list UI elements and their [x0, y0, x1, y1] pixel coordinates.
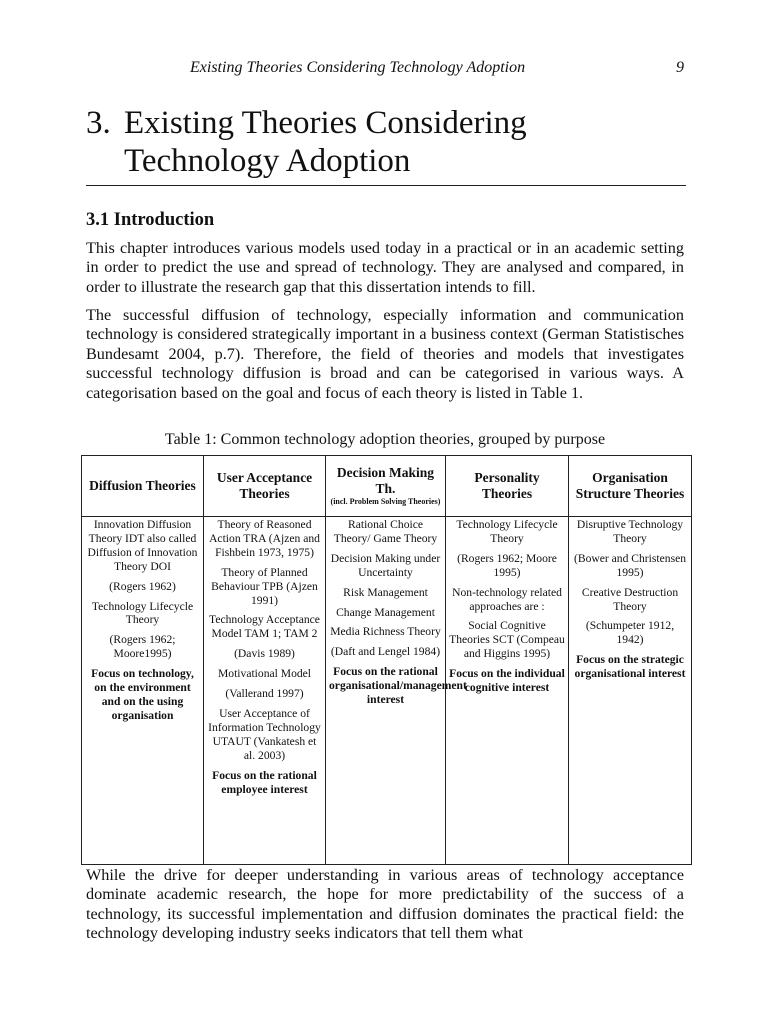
table-entry: Theory of Planned Behaviour TPB (Ajzen 1991)	[211, 565, 318, 607]
chapter-heading	[86, 104, 684, 180]
page-number: 9	[676, 59, 684, 76]
cell-user-acceptance	[204, 517, 326, 865]
table-entry: Risk Management	[343, 585, 428, 599]
table-entry: Change Management	[336, 605, 435, 619]
table-focus: Focus on the rational employee interest	[212, 768, 317, 796]
cell-organisation-structure	[569, 517, 692, 865]
chapter-title-line1: Existing Theories Considering	[124, 105, 527, 141]
table-entry: (Schumpeter 1912, 1942)	[585, 619, 675, 647]
table-entry: (Vallerand 1997)	[225, 687, 304, 701]
header-personality: Personality Theories	[446, 456, 569, 517]
table-entry: (Bower and Christensen 1995)	[573, 551, 687, 579]
paragraph-intro: This chapter introduces various models used today in a practical or in an academic setting in order to predict the use and spread of technology. They are analysed and compared, in order to illustrate the research gap that this dissertation intends to fill.	[86, 239, 684, 296]
table-row	[82, 517, 692, 865]
table-caption: Table 1: Common technology adoption theories, grouped by purpose	[164, 431, 606, 448]
paragraph-diffusion: The successful diffusion of technology, especially information and communication technology is considered strategically important in a business context (German Statistisches Bundesamt 2004, p.7). Therefore, the field of theories and models that investigates successful technology diffusion is broad and can be categorised in various ways. A categorisation based on the goal and focus of each theory is listed in Table 1.	[86, 306, 684, 402]
table-entry: (Rogers 1962; Moore1995)	[109, 633, 176, 661]
paragraph-practical: While the drive for deeper understanding in various areas of technology acceptance dominate academic research, the hope for more predictability of the success of a technology, its successful implementation and diffusion dominates the practical field: the technology developing industry seeks indicators that tell them what	[86, 866, 684, 943]
header-organisation-structure: Organisation Structure Theories	[569, 456, 692, 517]
table-entry: Technology Lifecycle Theory	[456, 518, 558, 545]
table-entry: Technology Acceptance Model TAM 1; TAM 2	[209, 613, 320, 641]
theories-table	[81, 455, 692, 865]
table-entry: (Davis 1989)	[234, 647, 295, 661]
table-focus: Focus on the rational organisational/management interest	[329, 665, 467, 707]
table-entry: Disruptive Technology Theory	[576, 518, 684, 545]
header-diffusion: Diffusion Theories	[82, 456, 204, 517]
header-decision-making: Decision Making Th. (incl. Problem Solving Theories)	[326, 456, 446, 517]
table-entry: (Daft and Lengel 1984)	[330, 645, 441, 659]
table-entry: Motivational Model	[217, 667, 312, 681]
table-entry: Media Richness Theory	[330, 625, 441, 639]
table-entry: Social Cognitive Theories SCT (Compeau and Higgins 1995)	[449, 619, 565, 661]
table-entry: Technology Lifecycle Theory	[91, 599, 194, 627]
table-entry: Non-technology related approaches are :	[452, 585, 562, 613]
chapter-title-line2: Technology Adoption	[124, 143, 411, 179]
table-focus: Focus on the individual cognitive interest	[449, 667, 565, 695]
table-entry: Innovation Diffusion Theory IDT also called Diffusion of Innovation Theory DOI	[87, 518, 198, 573]
table-entry: Decision Making under Uncertainty	[330, 551, 441, 579]
table-entry: (Rogers 1962; Moore 1995)	[457, 551, 557, 579]
table-entry: Rational Choice Theory/ Game Theory	[333, 518, 438, 545]
table-focus: Focus on the strategic organisational interest	[574, 653, 686, 681]
table-entry: Creative Destruction Theory	[581, 585, 679, 613]
section-heading: 3.1 Introduction	[86, 210, 215, 230]
table-entry: User Acceptance of Information Technology UTAUT (Vankatesh et al. 2003)	[208, 706, 321, 762]
cell-diffusion	[82, 517, 204, 865]
header-decision-making-sub: (incl. Problem Solving Theories)	[330, 497, 441, 507]
table-entry: (Rogers 1962)	[109, 579, 176, 593]
chapter-divider	[86, 185, 686, 186]
table-header-row	[82, 456, 692, 517]
header-user-acceptance: User Acceptance Theories	[204, 456, 326, 517]
table-entry: Theory of Reasoned Action TRA (Ajzen and Fishbein 1973, 1975)	[209, 518, 320, 559]
table-focus: Focus on technology, on the environment and on the using organisation	[91, 667, 194, 722]
cell-decision-making	[326, 517, 467, 865]
running-head-title: Existing Theories Considering Technology Adoption	[190, 59, 526, 76]
chapter-number: 3.	[86, 105, 111, 141]
